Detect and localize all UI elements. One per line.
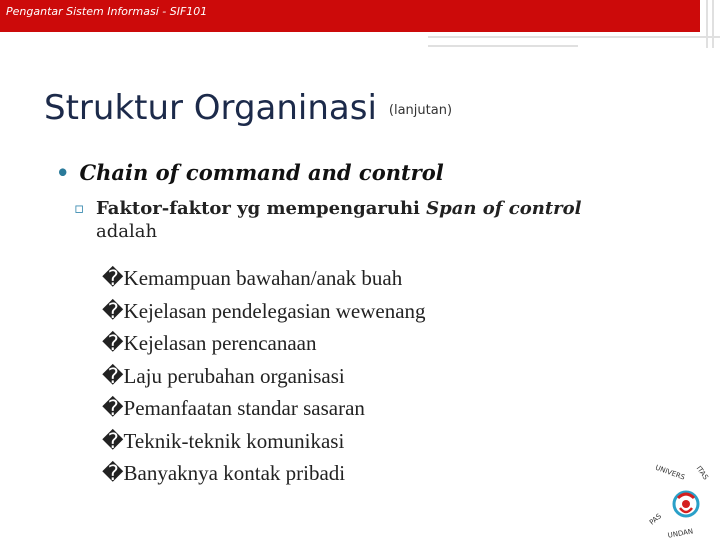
header-bar (0, 0, 700, 32)
bullet-level2-italic: Span of control (426, 198, 582, 219)
factor-list (102, 262, 426, 490)
svg-text:UNIVERS: UNIVERS (654, 463, 686, 482)
list-item: �Kejelasan pendelegasian wewenang (102, 298, 426, 323)
list-item: �Banyaknya kontak pribadi (102, 461, 346, 485)
slide-title (44, 88, 452, 128)
bullet-level2-plain: adalah (96, 221, 158, 242)
course-title: Pengantar Sistem Informasi - SIF101 (6, 5, 208, 18)
bullet-level2-bold: Faktor-faktor yg mempengaruhi (96, 198, 427, 219)
bullet-level2-text (96, 197, 634, 243)
list-item: �Teknik-teknik komunikasi (102, 428, 345, 453)
svg-text:UNDAN: UNDAN (667, 527, 694, 540)
bullet-level1-text: Chain of command and control (79, 160, 444, 185)
svg-text:ITAS: ITAS (694, 464, 710, 482)
title-text: Struktur Organinasi (44, 88, 377, 128)
list-item: �Laju perubahan organisasi (102, 363, 345, 388)
bullet-triangle-icon: ▫ (74, 199, 85, 217)
list-item: �Kejelasan perencanaan (102, 331, 317, 355)
bullet-level1 (56, 160, 444, 185)
list-item: �Pemanfaatan standar sasaran (102, 396, 365, 420)
decor-vertical-line (706, 0, 708, 48)
title-subtitle: (lanjutan) (388, 103, 453, 118)
decor-horizontal-line (428, 45, 578, 47)
list-item: �Kemampuan bawahan/anak buah (102, 266, 403, 290)
university-logo-icon (648, 460, 720, 540)
bullet-dot-icon: • (56, 160, 70, 185)
decor-vertical-line (712, 0, 714, 48)
svg-text:PAS: PAS (648, 512, 664, 527)
bullet-level2 (74, 197, 634, 243)
decor-horizontal-line (428, 36, 720, 38)
